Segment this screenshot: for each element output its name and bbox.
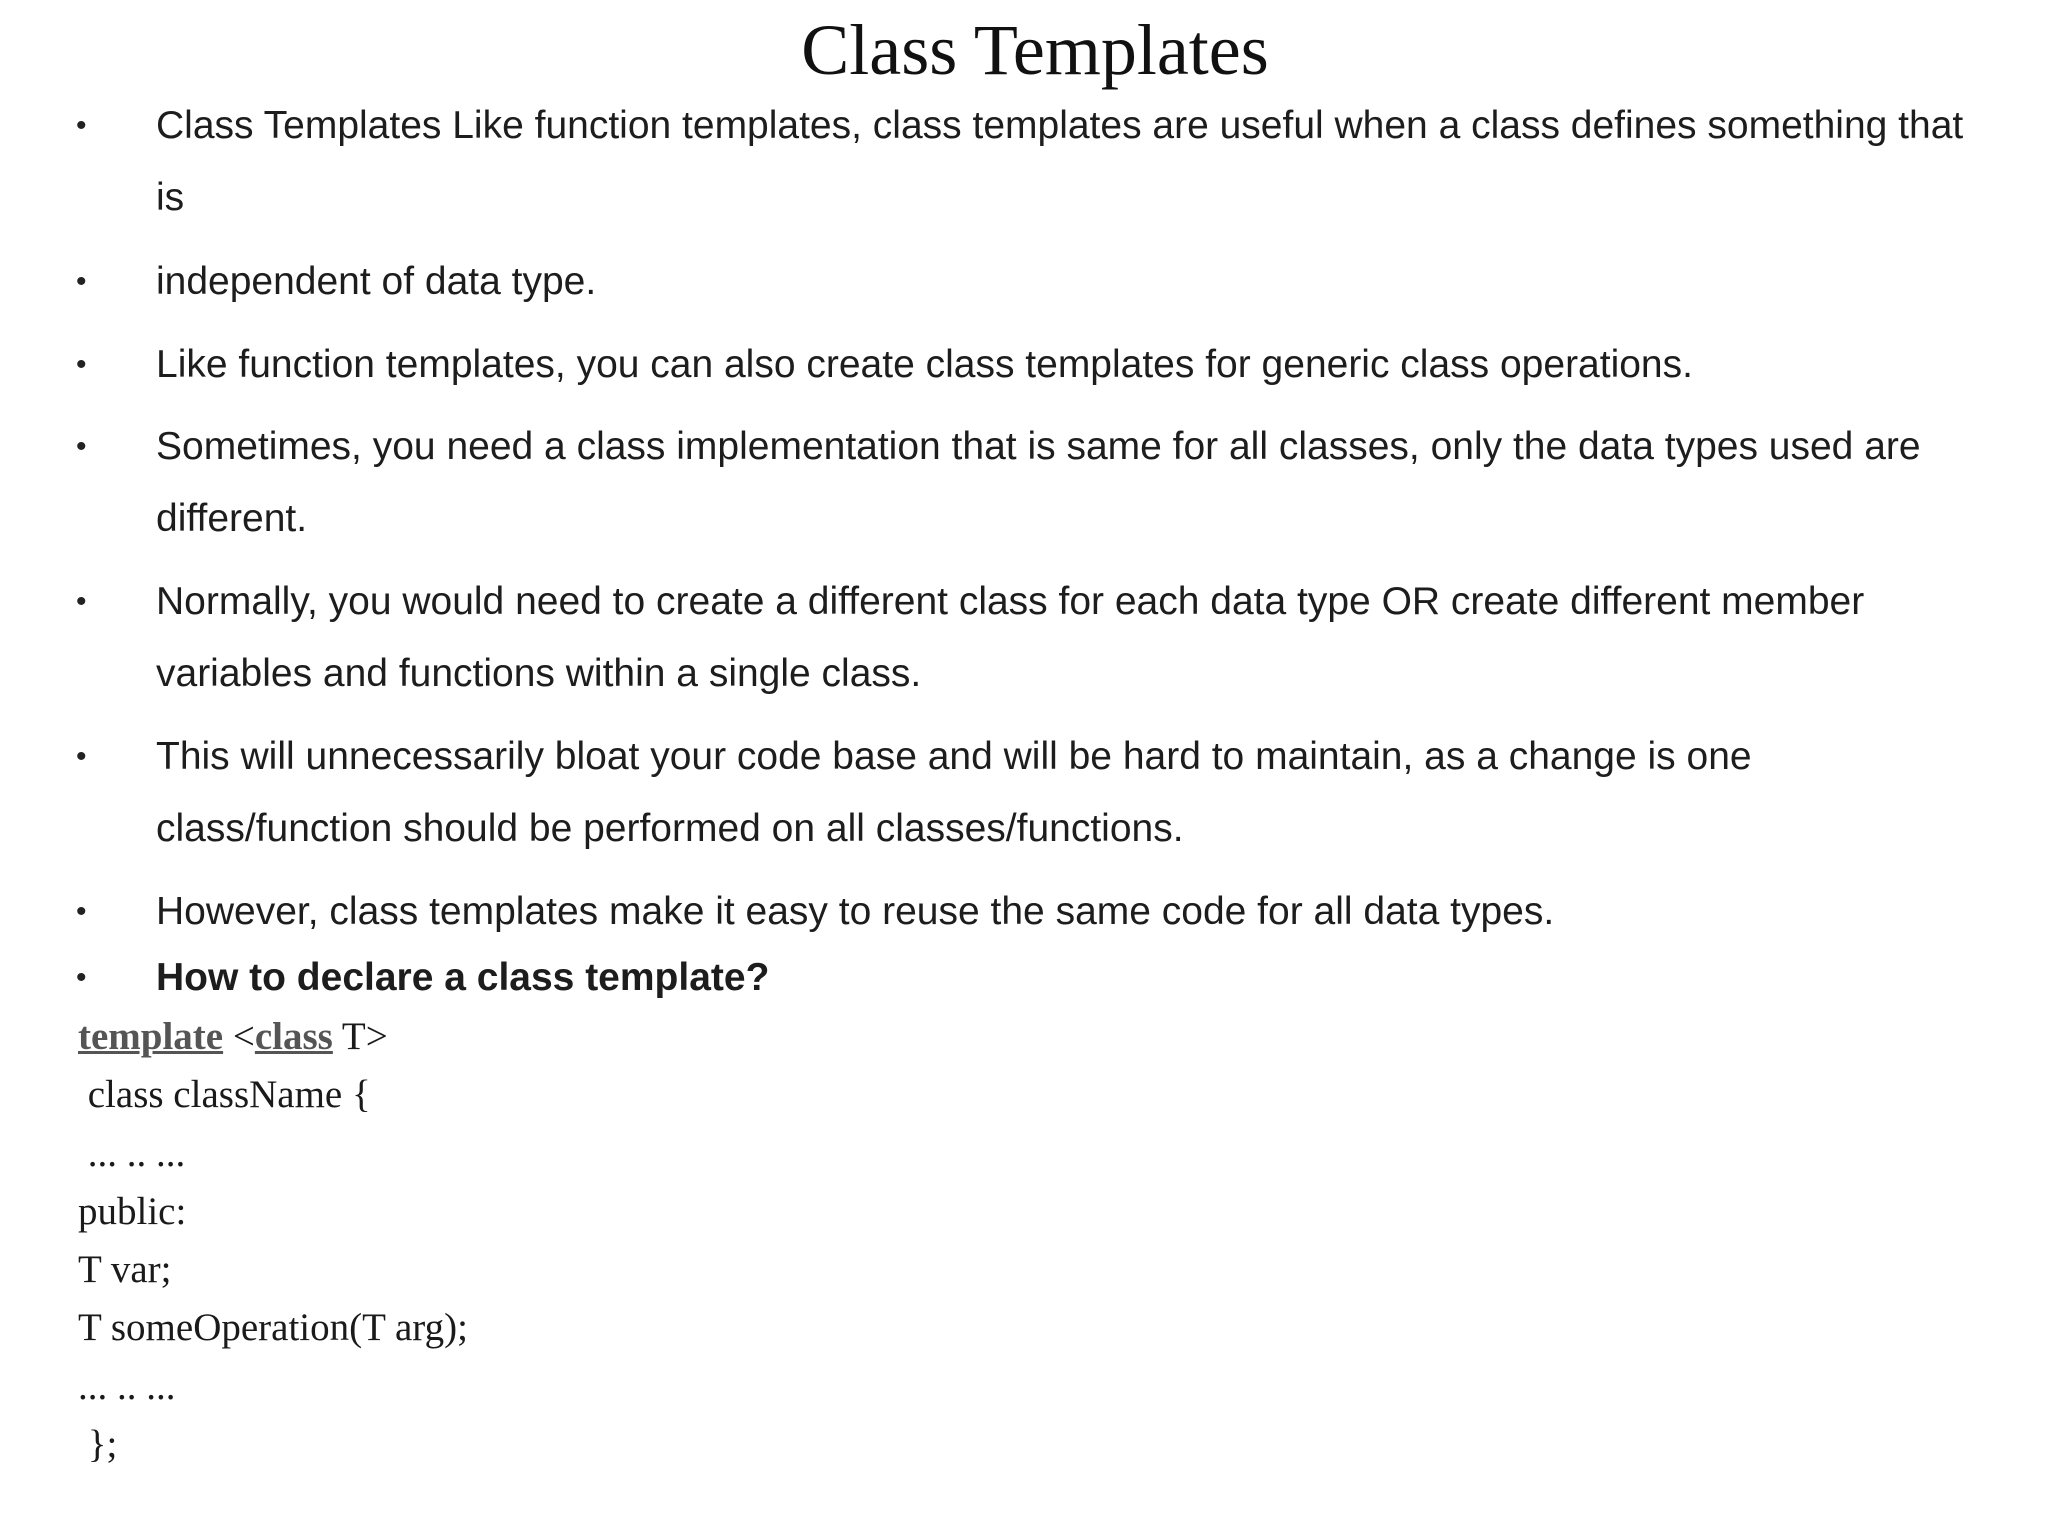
code-text: < bbox=[223, 1015, 255, 1058]
bullet-text: Like function templates, you can also create class templates for generic class operations. bbox=[156, 343, 1693, 386]
bullet-text: This will unnecessarily bloat your code base and will be hard to maintain, as a change is one class/function should be performed on all classes/functions. bbox=[156, 735, 1752, 850]
code-line-template bbox=[78, 1013, 388, 1061]
code-text: T> bbox=[332, 1015, 388, 1058]
bullet-text: Class Templates Like function templates, class templates are useful when a class defines something that is bbox=[156, 104, 1964, 219]
template-keyword-link[interactable]: template bbox=[78, 1015, 224, 1058]
class-keyword-link[interactable]: class bbox=[254, 1015, 333, 1058]
bullet-text: However, class templates make it easy to reuse the same code for all data types. bbox=[156, 890, 1555, 933]
code-line: ... .. ... bbox=[78, 1365, 176, 1408]
bullet-text: Normally, you would need to create a different class for each data type OR create different member variables and functions within a single class. bbox=[156, 580, 1865, 695]
bullet-text: independent of data type. bbox=[156, 260, 597, 303]
page-title: Class Templates bbox=[801, 10, 1269, 90]
code-line: T someOperation(T arg); bbox=[78, 1306, 468, 1349]
bullet-text: Sometimes, you need a class implementation that is same for all classes, only the data types used are different. bbox=[156, 425, 1921, 540]
code-line: class className { bbox=[78, 1073, 371, 1116]
bullet-dot: • bbox=[76, 265, 87, 298]
code-line: }; bbox=[78, 1423, 118, 1466]
bullet-dot: • bbox=[76, 740, 87, 773]
bullet-dot: • bbox=[76, 585, 87, 618]
code-line: T var; bbox=[78, 1248, 172, 1291]
code-line: public: bbox=[78, 1190, 187, 1233]
code-line: ... .. ... bbox=[78, 1132, 186, 1175]
bullet-dot: • bbox=[76, 348, 87, 381]
bullet-dot: • bbox=[76, 961, 87, 994]
bullet-dot: • bbox=[76, 109, 87, 142]
bullet-dot: • bbox=[76, 895, 87, 928]
bullet-text-heading: How to declare a class template? bbox=[156, 956, 770, 999]
bullet-dot: • bbox=[76, 430, 87, 463]
